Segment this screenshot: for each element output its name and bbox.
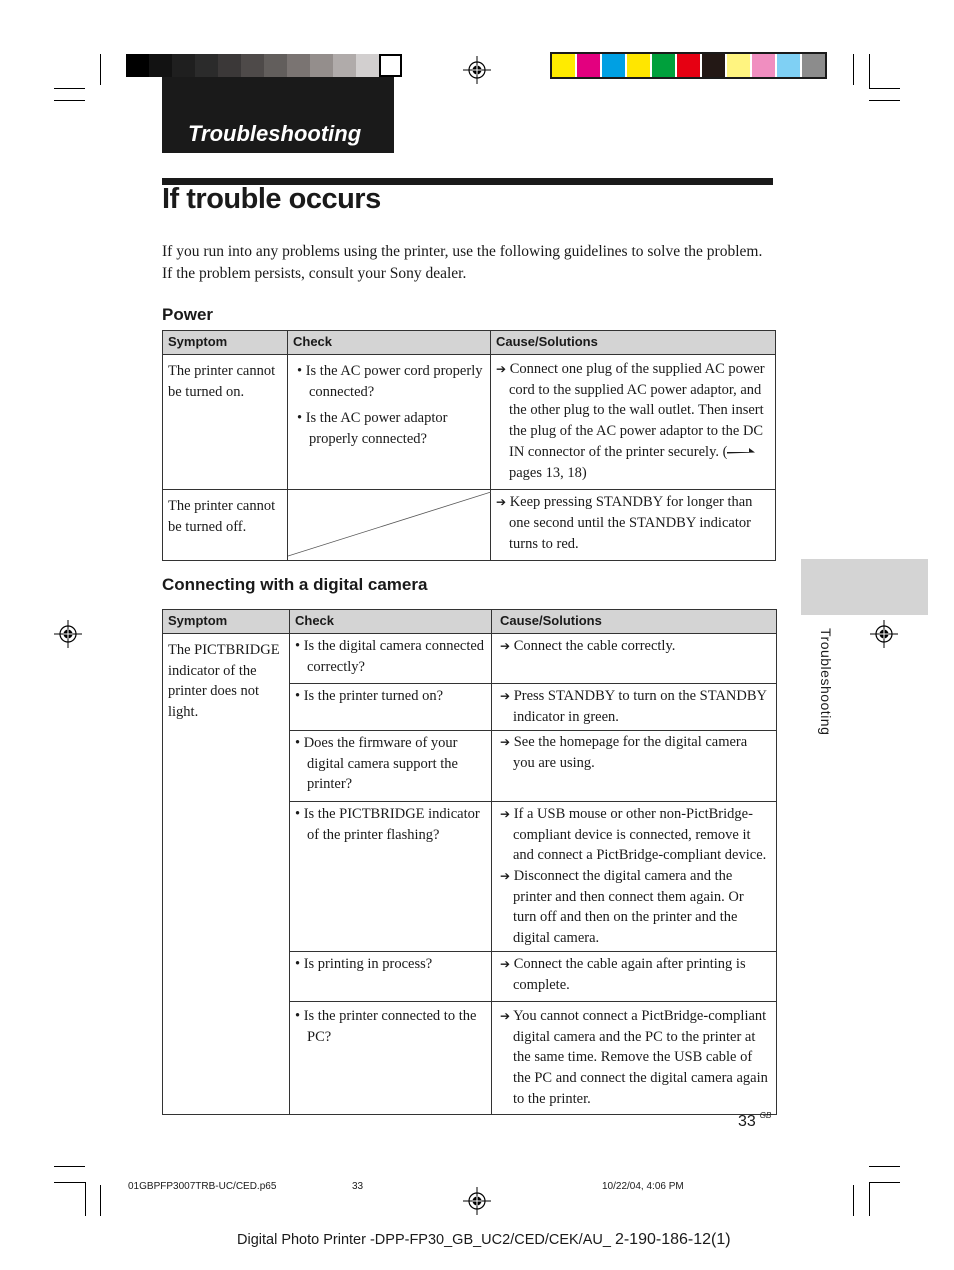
- check-cell: • Is the printer turned on?: [290, 684, 492, 730]
- page-title: If trouble occurs: [162, 183, 381, 215]
- solution-cell: [492, 801, 777, 951]
- check-cell: • Is printing in process?: [290, 951, 492, 1001]
- solution-cell: [492, 730, 777, 801]
- solution-cell: [492, 951, 777, 1001]
- solution-cell: [492, 684, 777, 730]
- solution-cell: [492, 1001, 777, 1114]
- registration-mark-icon: [463, 1187, 491, 1215]
- solution-item: ➔ Connect the cable correctly.: [500, 638, 676, 654]
- gray-swatch: [310, 54, 333, 77]
- gray-swatch: [356, 54, 379, 77]
- solution-cell: [491, 355, 776, 490]
- camera-table: [162, 609, 777, 1115]
- solution-cell: [492, 634, 777, 684]
- solution-item: ➔ Connect the cable again after printing is complete.: [500, 955, 746, 993]
- arrow-right-icon: ➔: [496, 495, 507, 510]
- column-header: Check: [288, 331, 491, 355]
- arrow-right-icon: ➔: [500, 639, 511, 653]
- arrow-right-icon: ➔: [500, 689, 511, 704]
- gray-swatch: [149, 54, 172, 77]
- color-bar-frame: [550, 52, 827, 79]
- section-tab-label: Troubleshooting: [188, 121, 362, 146]
- arrow-right-icon: ➔: [500, 869, 511, 884]
- gray-swatch: [264, 54, 287, 77]
- page-language-suffix: GB: [759, 1111, 772, 1120]
- table-row: [163, 634, 777, 684]
- gray-swatch: [172, 54, 195, 77]
- check-cell-empty: [288, 490, 491, 561]
- table-header-row: [163, 610, 777, 634]
- diagonal-slash: [288, 490, 491, 558]
- solution-item: ➔ Press STANDBY to turn on the STANDBY indicator in green.: [500, 688, 767, 726]
- check-item: • Is the AC power adaptor properly connected?: [297, 410, 448, 448]
- table-row: [163, 490, 776, 561]
- solution-item: ➔ See the homepage for the digital camera you are using.: [500, 733, 748, 771]
- gray-swatch: [333, 54, 356, 77]
- power-heading: Power: [162, 305, 214, 324]
- column-header: Cause/Solutions: [492, 610, 777, 634]
- registration-mark-icon: [870, 620, 898, 648]
- registration-mark-icon: [54, 620, 82, 648]
- symptom-cell: The PICTBRIDGE indicator of the printer does not light.: [163, 634, 290, 1115]
- arrow-right-icon: ➔: [500, 956, 511, 971]
- arrow-right-icon: ➔: [496, 362, 507, 376]
- registration-mark-icon: [463, 56, 491, 84]
- footer-part-code: 2-190-186-12(1): [614, 1231, 731, 1248]
- gray-swatch: [126, 54, 149, 77]
- page-reference-arrow-icon: [727, 445, 755, 455]
- symptom-cell: The printer cannot be turned on.: [163, 355, 288, 490]
- page-number: 33 $^{GB}$: [738, 1111, 772, 1130]
- solution-item: ➔ Keep pressing STANDBY for longer than one second until the STANDBY indicator turns to red.: [496, 494, 753, 552]
- gray-swatch: [218, 54, 241, 77]
- check-cell: • Does the firmware of your digital camera support the printer?: [290, 730, 492, 801]
- column-header: Symptom: [163, 331, 288, 355]
- solution-item: ➔ If a USB mouse or other non-PictBridge-compliant device is connected, remove it and connect a PictBridge-compliant device.: [500, 805, 767, 864]
- symptom-cell: The printer cannot be turned off.: [163, 490, 288, 561]
- column-header: Cause/Solutions: [491, 331, 776, 355]
- camera-heading: Connecting with a digital camera: [162, 575, 428, 594]
- check-cell: • Is the PICTBRIDGE indicator of the printer flashing?: [290, 801, 492, 951]
- arrow-right-icon: ➔: [500, 734, 511, 749]
- gray-swatch: [379, 54, 402, 77]
- check-item: • Is the AC power cord properly connected?: [297, 363, 483, 400]
- power-table: [162, 330, 776, 561]
- check-cell: • Is the digital camera connected correctly?: [290, 634, 492, 684]
- solution-item: ➔ Connect one plug of the supplied AC power cord to the supplied AC power adaptor, and the other plug to the wall outlet. Then insert the plug of the AC power adaptor to the DC IN connector of the printer securely. (pages 13, 18): [496, 361, 765, 481]
- column-header: Symptom: [163, 610, 290, 634]
- side-section-label: Troubleshooting: [818, 628, 834, 736]
- check-cell: [288, 355, 491, 490]
- footer-page: 33: [352, 1181, 364, 1192]
- gray-swatch: [287, 54, 310, 77]
- table-row: [163, 355, 776, 490]
- intro-paragraph: If you run into any problems using the printer, use the following guidelines to solve the problem. If the problem persists, consult your Sony dealer.: [162, 243, 763, 282]
- arrow-right-icon: ➔: [500, 806, 511, 821]
- column-header: Check: [290, 610, 492, 634]
- solution-item: ➔ Disconnect the digital camera and the printer and then connect them again. Or turn off and then on the printer and the digital camera.: [500, 868, 744, 947]
- gray-swatch: [195, 54, 218, 77]
- gray-swatch: [241, 54, 264, 77]
- footer-date: 10/22/04, 4:06 PM: [602, 1181, 684, 1192]
- footer-model-line: Digital Photo Printer -DPP-FP30_GB_UC2/CED/CEK/AU_ 2-190-186-12(1): [237, 1231, 731, 1248]
- check-cell: • Is the printer connected to the PC?: [290, 1001, 492, 1114]
- solution-item: ➔ You cannot connect a PictBridge-compliant digital camera and the PC to the printer at the same time. Remove the USB cable of the PC and connect the digital camera again to the printer.: [500, 1007, 768, 1107]
- solution-cell: [491, 490, 776, 561]
- side-thumb-tab: [801, 559, 928, 615]
- section-tab: [162, 77, 394, 153]
- table-header-row: [163, 331, 776, 355]
- arrow-right-icon: ➔: [500, 1008, 511, 1023]
- footer-filename: 01GBPFP3007TRB-UC/CED.p65: [128, 1181, 277, 1192]
